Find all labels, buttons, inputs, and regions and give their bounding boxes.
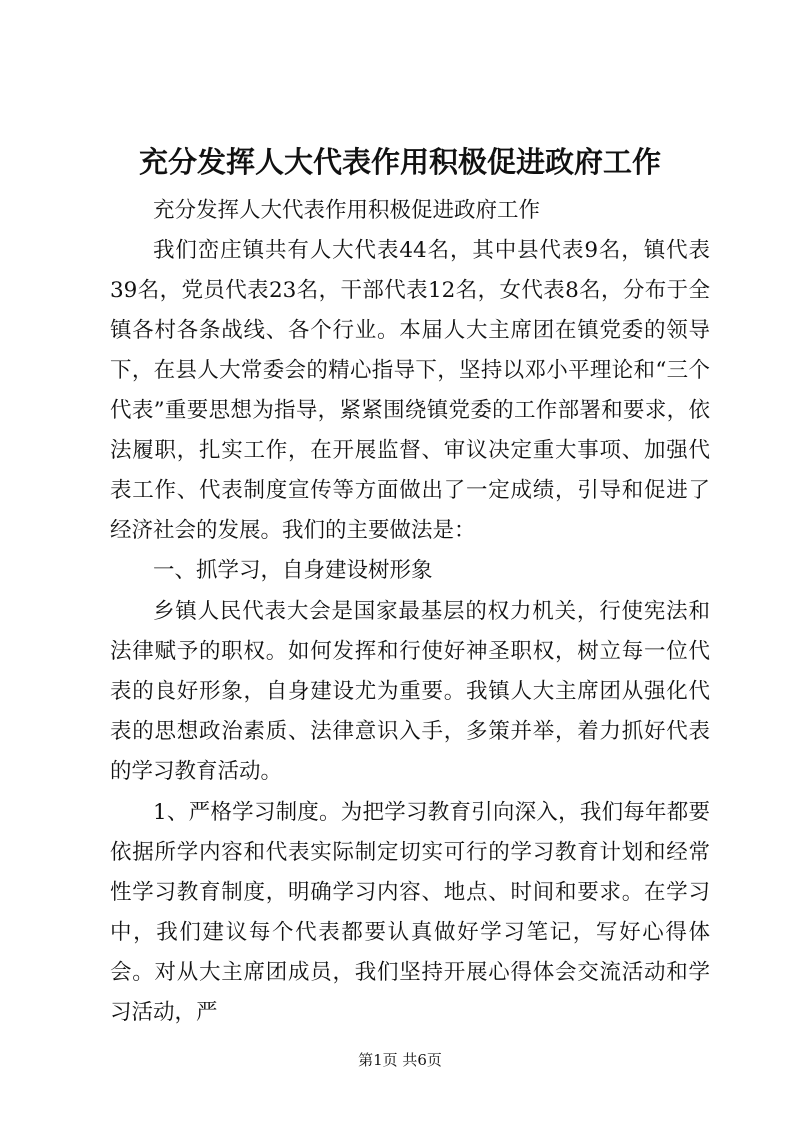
page-title: 充分发挥人大代表作用积极促进政府工作	[138, 145, 661, 179]
page-footer: 第1页 共6页	[358, 1051, 442, 1069]
section-heading: 一、抓学习，自身建设树形象	[153, 558, 433, 583]
study-system-paragraph: 1、严格学习制度。为把学习教育引向深入，我们每年都要依据所学内容和代表实际制定切实可行的学习教育计划和经常性学习教育制度，明确学习内容、地点、时间和要求。在学习中，我们建议每个代表都要认真做好学习笔记，写好心得体会。对从大主席团成员，我们坚持开展心得体会交流活动和学习活动，严	[110, 800, 710, 1025]
document-body	[110, 191, 710, 1033]
section-paragraph: 乡镇人民代表大会是国家最基层的权力机关，行使宪法和法律赋予的职权。如何发挥和行使好神圣职权，树立每一位代表的良好形象，自身建设尤为重要。我镇人大主席团从强化代表的思想政治素质、法律意识入手，多策并举，着力抓好代表的学习教育活动。	[110, 599, 710, 784]
intro-paragraph: 我们峦庄镇共有人大代表44名，其中县代表9名，镇代表39名，党员代表23名，干部代表12名，女代表8名，分布于全镇各村各条战线、各个行业。本届人大主席团在镇党委的领导下，在县人大常委会的精心指导下，坚持以邓小平理论和“三个代表”重要思想为指导，紧紧围绕镇党委的工作部署和要求，依法履职，扎实工作，在开展监督、审议决定重大事项、加强代表工作、代表制度宣传等方面做出了一定成绩，引导和促进了经济社会的发展。我们的主要做法是：	[110, 238, 710, 543]
subtitle-paragraph: 充分发挥人大代表作用积极促进政府工作	[153, 198, 541, 223]
